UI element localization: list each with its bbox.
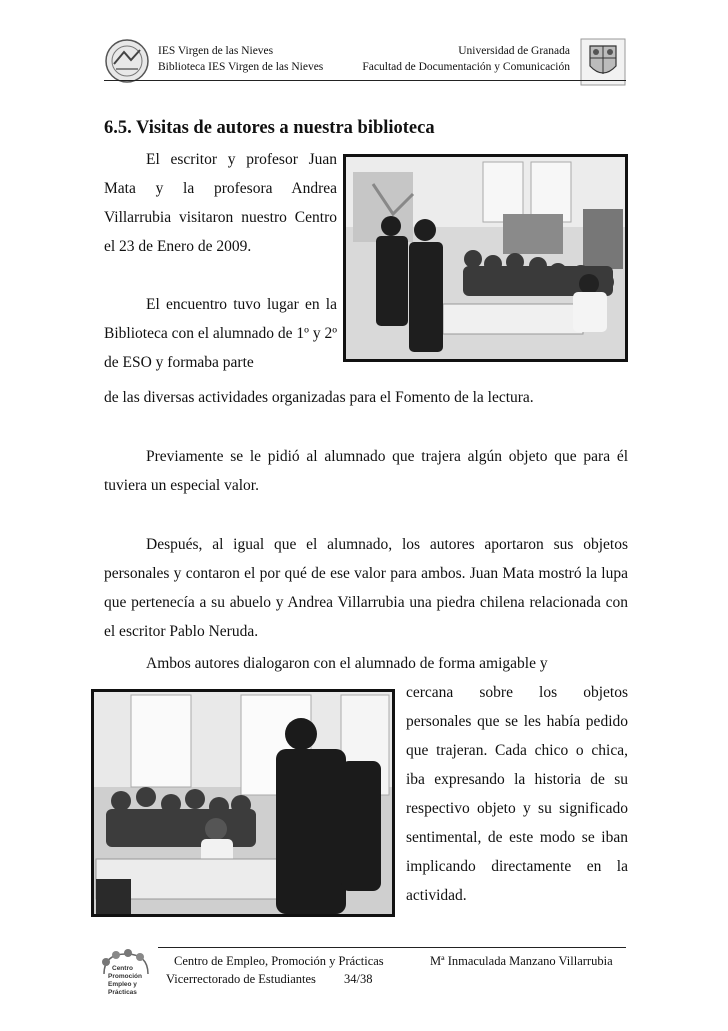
paragraph-visit-date xyxy=(104,145,337,261)
paragraph-visit-date-text: El escritor y profesor Juan Mata y la profesora Andrea Villarrubia visitaron nuestro Centro el 23 de Enero de 2009. xyxy=(104,151,337,255)
paragraph-authors-objects-text: Después, al igual que el alumnado, los autores aportaron sus objetos personales y contaron el por qué de ese valor para ambos. Juan Mata mostró la lupa que pertenecía a su abuelo y Andrea Villarrubia una piedra chilena relacionada con el escritor Pablo Neruda. xyxy=(104,536,628,640)
logo-line-2: Promoción xyxy=(108,973,142,980)
paragraph-meeting-place-text: El encuentro tuvo lugar en la Biblioteca con el alumnado de 1º y 2º de ESO y formaba parte xyxy=(104,296,338,371)
dialogue-photo xyxy=(91,689,395,917)
footer-rule xyxy=(158,947,626,948)
logo-line-3: Empleo y xyxy=(108,981,137,988)
school-seal-logo xyxy=(104,38,150,84)
paragraph-objects-request-text: Previamente se le pidió al alumnado que trajera algún objeto que para él tuviera un especial valor. xyxy=(104,448,628,494)
header-university: Universidad de Granada xyxy=(458,45,570,57)
logo-line-4: Prácticas xyxy=(108,989,137,996)
paragraph-authors-objects xyxy=(104,530,628,646)
library-visit-photo xyxy=(343,154,628,362)
paragraph-objects-request xyxy=(104,442,628,500)
logo-line-1: Centro xyxy=(112,965,133,972)
university-coat-of-arms xyxy=(580,38,626,86)
paragraph-dialogue xyxy=(104,649,628,678)
footer-author: Mª Inmaculada Manzano Villarrubia xyxy=(430,954,613,968)
section-title: 6.5. Visitas de autores a nuestra biblioteca xyxy=(104,118,435,138)
header-rule xyxy=(104,80,626,81)
paragraph-meeting-place xyxy=(104,290,337,377)
paragraph-dialogue-top: Ambos autores dialogaron con el alumnado de forma amigable y xyxy=(146,655,548,672)
header-school-name: IES Virgen de las Nieves xyxy=(158,45,274,57)
paragraph-dialogue-side: cercana sobre los objetos personales que se les había pedido que trajeran. Cada chico o chica, iba expresando la historia de su respectivo objeto y su significado sentimental, de este modo se iban implicando directamente en la actividad. xyxy=(406,684,628,904)
employment-centre-logo xyxy=(96,948,156,1000)
paragraph-meeting-place-continued: de las diversas actividades organizadas para el Fomento de la lectura. xyxy=(104,389,534,406)
footer-centre: Centro de Empleo, Promoción y Prácticas xyxy=(174,954,384,968)
header-faculty: Facultad de Documentación y Comunicación xyxy=(362,61,570,73)
footer-page-number: 34/38 xyxy=(344,972,373,986)
footer-vicerrectorado: Vicerrectorado de Estudiantes xyxy=(166,972,316,986)
header-library-name: Biblioteca IES Virgen de las Nieves xyxy=(158,61,324,73)
